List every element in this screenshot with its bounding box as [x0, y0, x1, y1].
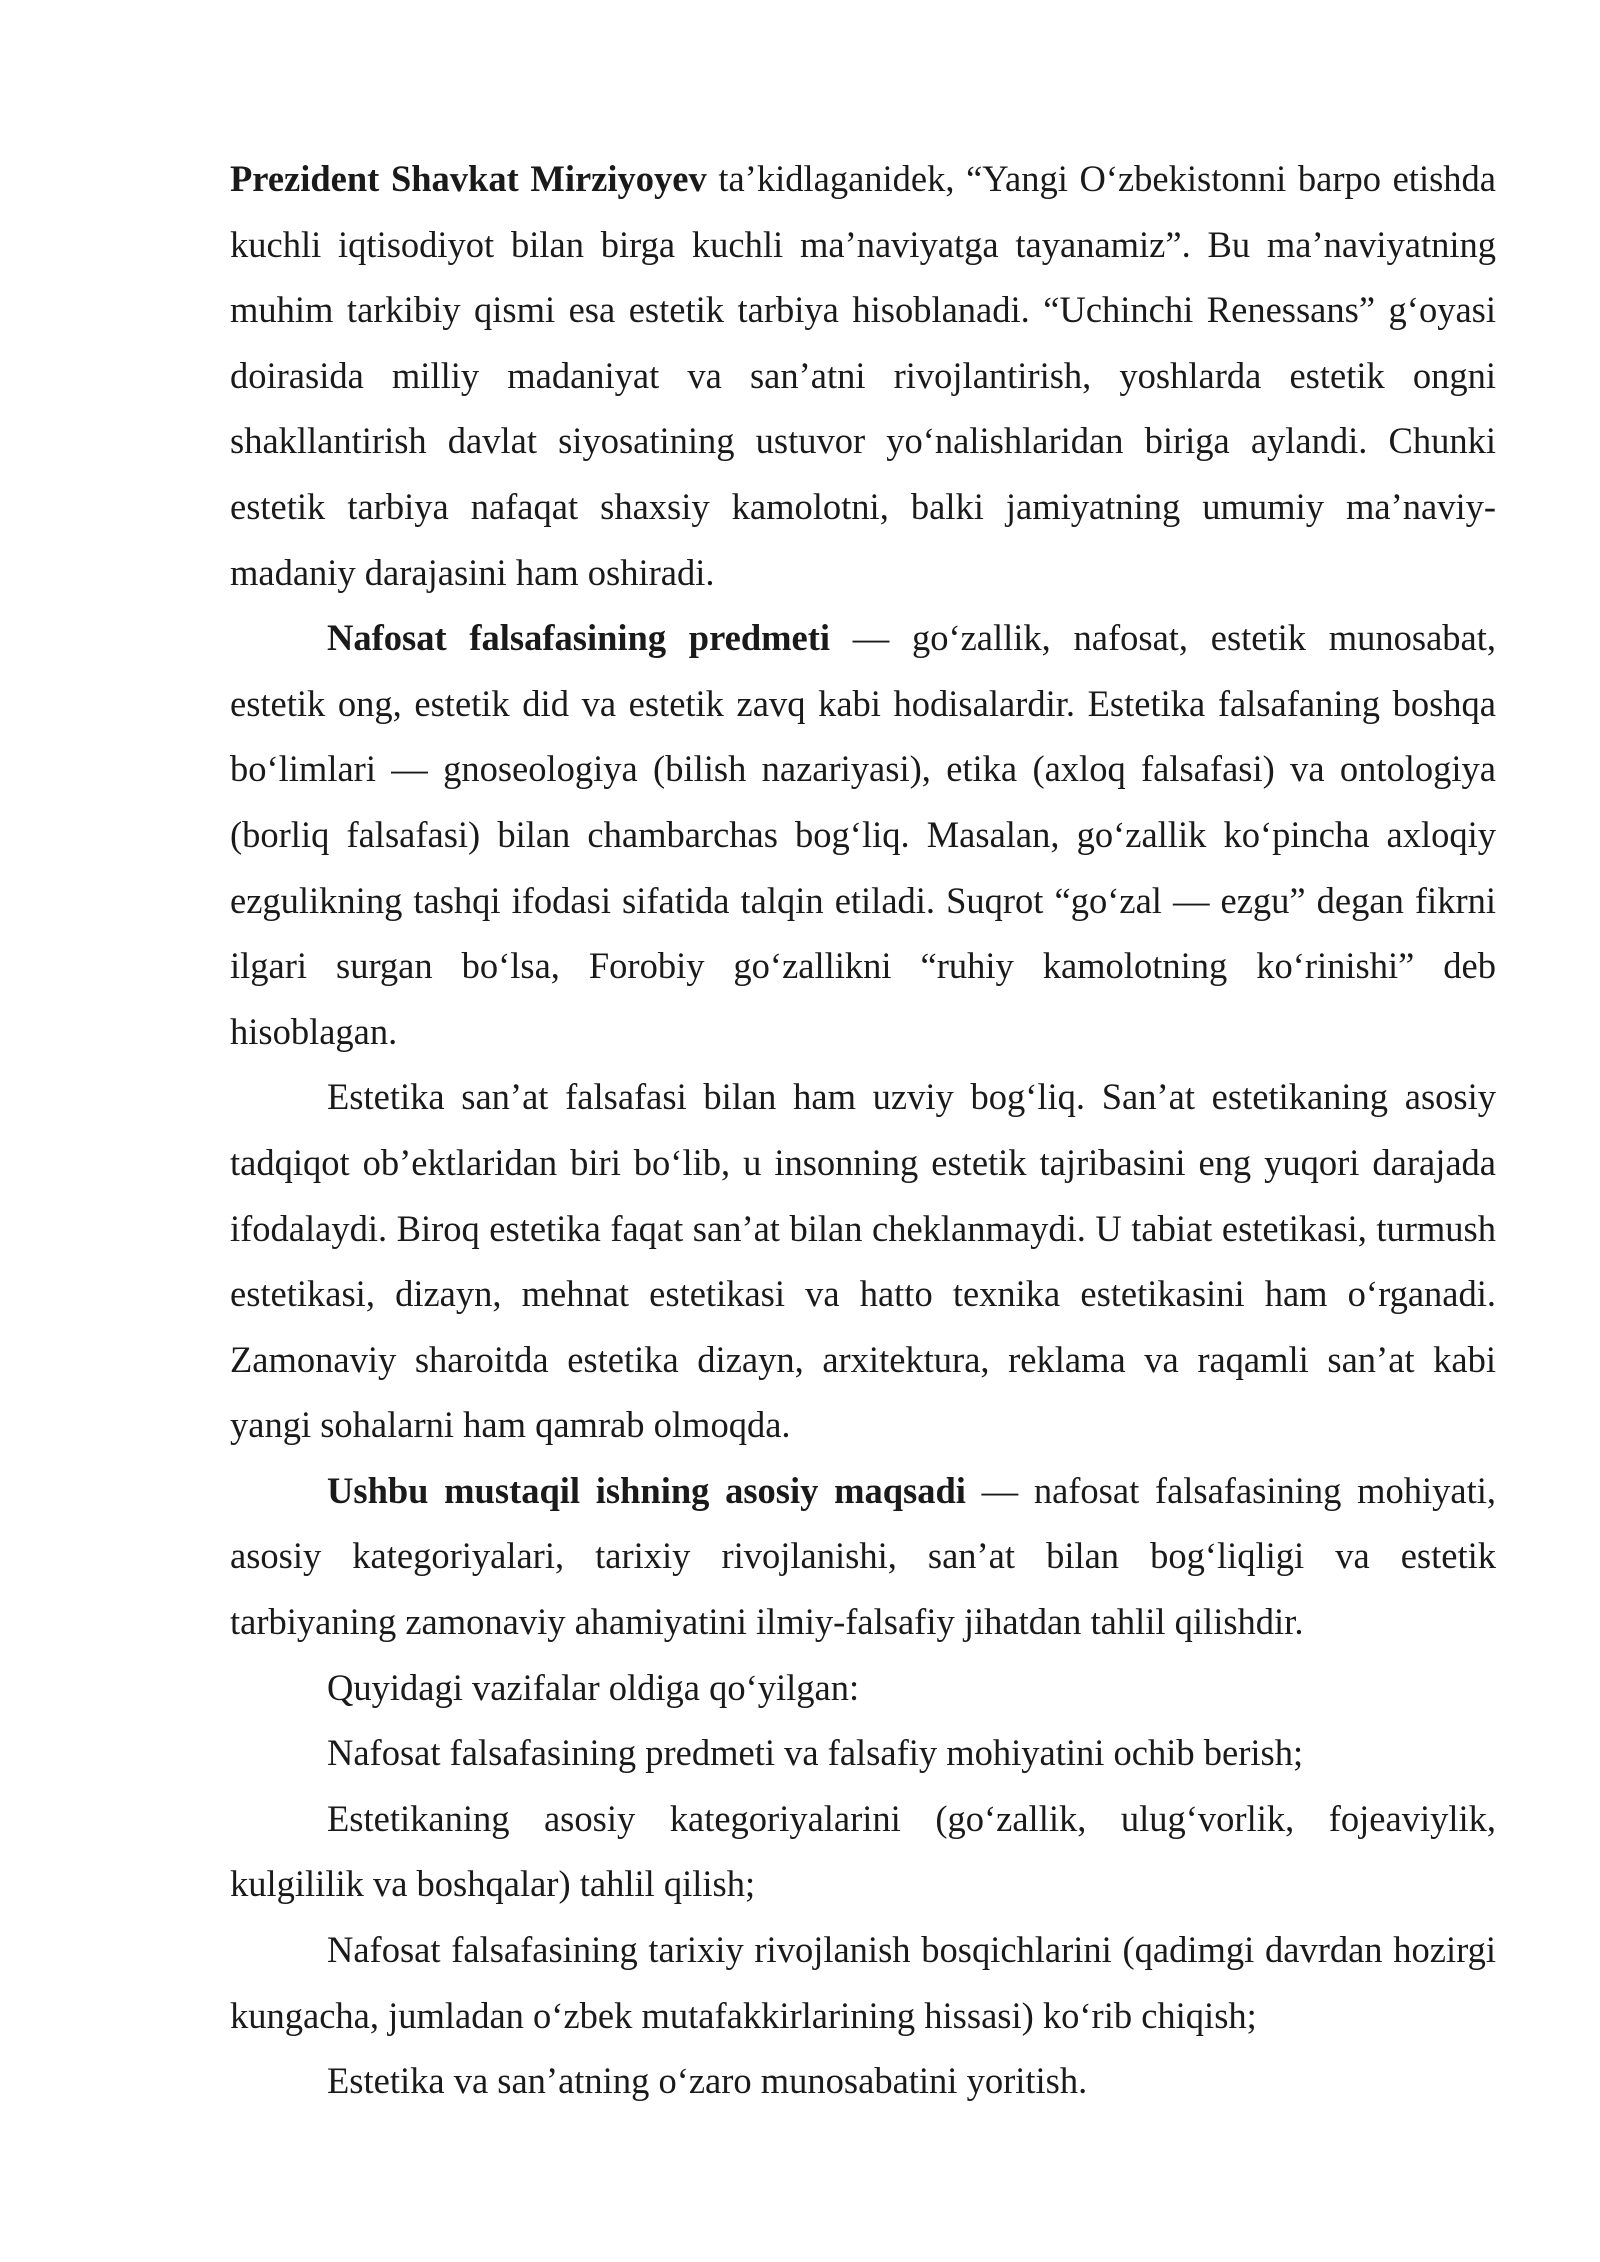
- paragraph-text: Estetikaning asosiy kategoriyalarini (go‘zallik, ulug‘vorlik, fojeaviylik, kulgililik va boshqalar) tahlil qilish;: [230, 1797, 1496, 1905]
- paragraph-text: Quyidagi vazifalar oldiga qo‘yilgan:: [327, 1666, 860, 1708]
- paragraph-introduction: [230, 146, 1496, 605]
- paragraph-text: Estetika san’at falsafasi bilan ham uzviy bog‘liq. San’at estetikaning asosiy tadqiqot ob’ektlaridan biri bo‘lib, u insonning estetik tajribasini eng yuqori darajada ifodalaydi. Biroq estetika faqat san’at bilan cheklanmaydi. U tabiat estetikasi, turmush estetikasi, dizayn, mehnat estetikasi va hatto texnika estetikasini ham o‘rganadi. Zamonaviy sharoitda estetika dizayn, arxitektura, reklama va raqamli san’at kabi yangi sohalarni ham qamrab olmoqda.: [230, 1076, 1496, 1446]
- paragraph-lead-bold: Ushbu mustaqil ishning asosiy maqsadi: [327, 1469, 966, 1511]
- paragraph-text: Nafosat falsafasining tarixiy rivojlanish bosqichlarini (qadimgi davrdan hozirgi kungacha, jumladan o‘zbek mutafakkirlarining hissasi) ko‘rib chiqish;: [230, 1929, 1496, 2036]
- task-item-2: [230, 1786, 1496, 1917]
- paragraph-lead-bold: Nafosat falsafasining predmeti: [327, 617, 831, 659]
- paragraph-subject: [230, 605, 1496, 1064]
- paragraph-text: — go‘zallik, nafosat, estetik munosabat, estetik ong, estetik did va estetik zavq kabi hodisalardir. Estetika falsafaning boshqa bo‘limlari — gnoseologiya (bilish nazariyasi), etika (axloq falsafasi) va ontologiya (borliq falsafasi) bilan chambarchas bog‘liq. Masalan, go‘zallik ko‘pincha axloqiy ezgulikning tashqi ifodasi sifatida talqin etiladi. Suqrot “go‘zal — ezgu” degan fikrni ilgari surgan bo‘lsa, Forobiy go‘zallikni “ruhiy kamolotning ko‘rinishi” deb hisoblagan.: [230, 617, 1496, 1052]
- task-item-1: [230, 1720, 1496, 1786]
- paragraph-text: Nafosat falsafasining predmeti va falsafiy mohiyatini ochib berish;: [327, 1732, 1304, 1774]
- paragraph-text: Estetika va san’atning o‘zaro munosabatini yoritish.: [327, 2060, 1088, 2102]
- paragraph-text: ta’kidlaganidek, “Yangi O‘zbekistonni barpo etishda kuchli iqtisodiyot bilan birga kuchli ma’naviyatga tayanamiz”. Bu ma’naviyatning muhim tarkibiy qismi esa estetik tarbiya hisoblanadi. “Uchinchi Renessans” g‘oyasi doirasida milliy madaniyat va san’atni rivojlantirish, yoshlarda estetik ongni shakllantirish davlat siyosatining ustuvor yo‘nalishlaridan biriga aylandi. Chunki estetik tarbiya nafaqat shaxsiy kamolotni, balki jamiyatning umumiy ma’naviy-madaniy darajasini ham oshiradi.: [230, 158, 1496, 593]
- paragraph-text: — nafosat falsafasining mohiyati, asosiy kategoriyalari, tarixiy rivojlanishi, san’at bilan bog‘liqligi va estetik tarbiyaning zamonaviy ahamiyatini ilmiy-falsafiy jihatdan tahlil qilishdir.: [230, 1469, 1496, 1643]
- paragraph-goal: [230, 1458, 1496, 1655]
- paragraph-art-philosophy: [230, 1064, 1496, 1458]
- paragraph-lead-bold: Prezident Shavkat Mirziyoyev: [230, 158, 707, 199]
- task-item-3: [230, 1917, 1496, 2048]
- task-item-4: [230, 2048, 1496, 2114]
- document-page: [230, 146, 1496, 2114]
- paragraph-tasks-intro: [230, 1655, 1496, 1721]
